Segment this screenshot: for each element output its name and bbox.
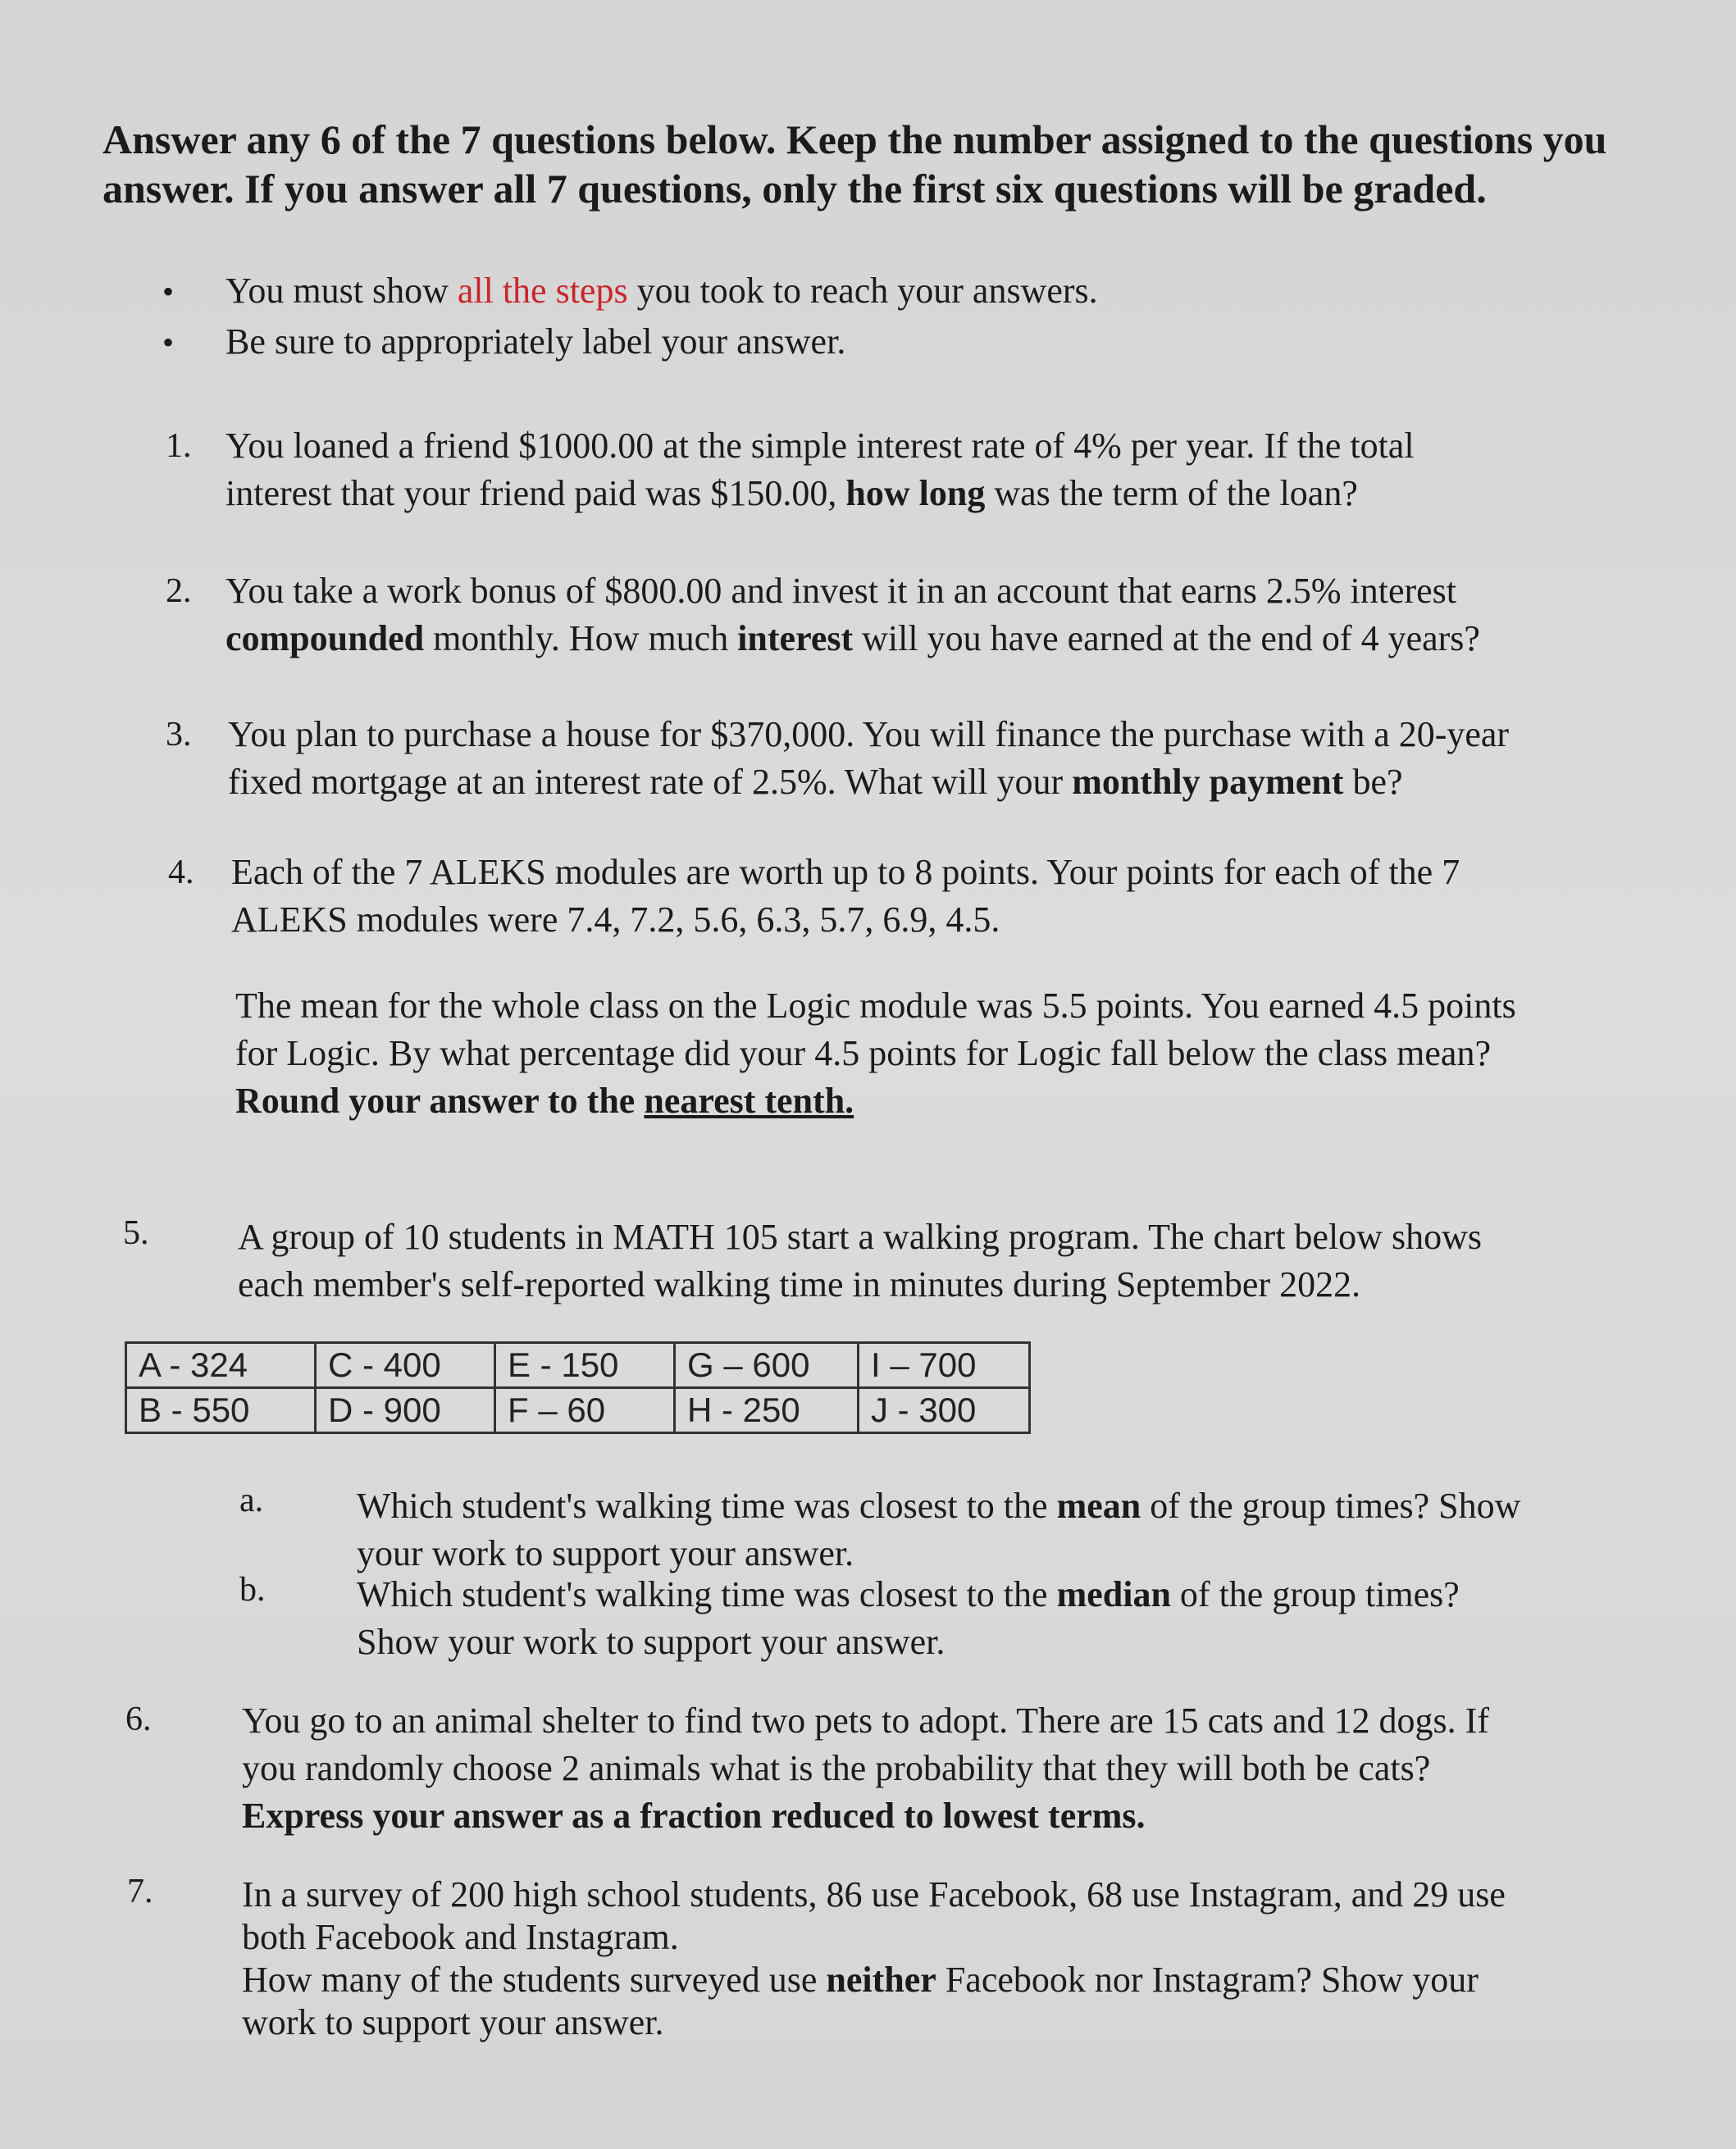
table-cell: E - 150: [495, 1343, 675, 1388]
bullet-dot-icon: •: [162, 273, 175, 310]
question-1: You loaned a friend $1000.00 at the simple interest rate of 4% per year. If the total interest that your friend paid was $150.00, how long was the term of the loan?: [226, 426, 1415, 513]
bullet-2-text: Be sure to appropriately label your answer.: [226, 321, 846, 362]
table-cell: F – 60: [495, 1388, 675, 1433]
bullet-1-text: You must show all the steps you took to reach your answers.: [226, 271, 1098, 311]
highlighted-phrase: all the steps: [457, 271, 628, 311]
table-row: [126, 1388, 1030, 1433]
question-number: 6.: [125, 1701, 152, 1738]
question-number: 1.: [166, 427, 192, 465]
question-4: Each of the 7 ALEKS modules are worth up to 8 points. Your points for each of the 7 ALEKS modules were 7.4, 7.2, 5.6, 6.3, 5.7, 6.9, 4.5.: [231, 852, 1460, 940]
instructions-heading: [103, 115, 1661, 213]
table-cell: I – 700: [859, 1343, 1030, 1388]
question-5a: Which student's walking time was closest to the mean of the group times? Show your work to support your answer.: [357, 1486, 1521, 1573]
question-number: 7.: [127, 1873, 153, 1910]
part-a-label: a.: [239, 1482, 264, 1519]
question-7: In a survey of 200 high school students, 86 use Facebook, 68 use Instagram, and 29 use both Facebook and Instagram. How many of the students surveyed use neither Facebook nor Instagram? Show your work to support your answer.: [242, 1874, 1506, 2042]
question-2: You take a work bonus of $800.00 and invest it in an account that earns 2.5% interest compounded monthly. How much interest will you have earned at the end of 4 years?: [226, 571, 1480, 658]
table-cell: G – 600: [675, 1343, 859, 1388]
bullet-2: [162, 317, 174, 367]
question-number: 3.: [166, 716, 192, 754]
table-cell: D - 900: [316, 1388, 495, 1433]
walking-time-table: [125, 1341, 1031, 1434]
question-3: You plan to purchase a house for $370,000. You will finance the purchase with a 20-year fixed mortgage at an interest rate of 2.5%. What will your monthly payment be?: [228, 714, 1510, 802]
question-number: 2.: [166, 572, 192, 610]
question-6: You go to an animal shelter to find two pets to adopt. There are 15 cats and 12 dogs. If you randomly choose 2 animals what is the probability that they will both be cats? Express your answer as a fraction reduced to lowest terms.: [242, 1701, 1489, 1836]
question-number: 4.: [168, 854, 194, 891]
table-cell: J - 300: [859, 1388, 1030, 1433]
heading-line-1: Answer any 6 of the 7 questions below. Keep the number assigned to the questions you: [103, 116, 1607, 162]
part-b-label: b.: [239, 1571, 266, 1609]
question-5: A group of 10 students in MATH 105 start a walking program. The chart below shows each member's self-reported walking time in minutes during September 2022.: [238, 1217, 1482, 1304]
question-number: 5.: [123, 1214, 149, 1252]
bullet-dot-icon: •: [162, 324, 175, 361]
table-cell: C - 400: [316, 1343, 495, 1388]
table-row: [126, 1343, 1030, 1388]
table-cell: H - 250: [675, 1388, 859, 1433]
bullet-1: [162, 266, 174, 316]
table-cell: B - 550: [126, 1388, 316, 1433]
heading-line-2: answer. If you answer all 7 questions, only the first six questions will be graded.: [103, 166, 1487, 212]
table-cell: A - 324: [126, 1343, 316, 1388]
question-4-paragraph: The mean for the whole class on the Logic module was 5.5 points. You earned 4.5 points for Logic. By what percentage did your 4.5 points for Logic fall below the class mean? Round your answer to the nearest tenth.: [235, 986, 1516, 1121]
question-5b: Which student's walking time was closest to the median of the group times? Show your work to support your answer.: [357, 1574, 1460, 1662]
